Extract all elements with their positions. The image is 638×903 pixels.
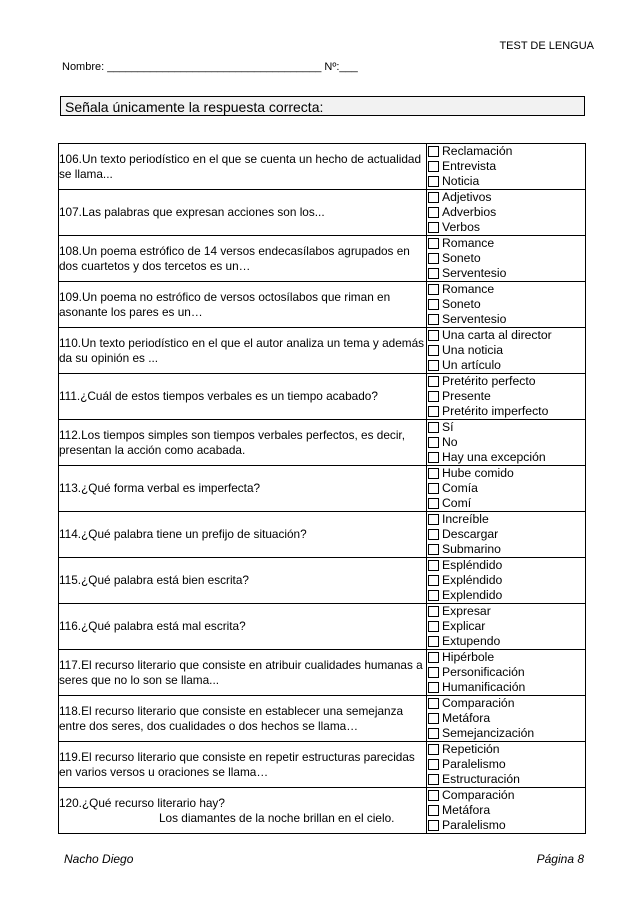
instruction-box: Señala únicamente la respuesta correcta: <box>60 96 585 116</box>
answer-option[interactable] <box>427 312 585 327</box>
question-text: 108.Un poema estrófico de 14 versos endecasílabos agrupados en dos cuartetos y dos tercetos es un… <box>59 243 410 273</box>
options-cell <box>427 512 586 558</box>
answer-option[interactable] <box>427 711 585 726</box>
answer-option[interactable] <box>427 159 585 174</box>
question-row <box>59 696 586 742</box>
answer-option[interactable] <box>427 772 585 787</box>
answer-option[interactable] <box>427 788 585 803</box>
option-label: Adverbios <box>442 205 497 219</box>
option-label: Soneto <box>442 297 481 311</box>
checkbox[interactable] <box>428 606 439 617</box>
answer-option[interactable] <box>427 251 585 266</box>
option-label: Pretérito perfecto <box>442 374 536 388</box>
option-label: Comí <box>442 496 472 510</box>
answer-option[interactable] <box>427 205 585 220</box>
answer-option[interactable] <box>427 220 585 235</box>
answer-option[interactable] <box>427 420 585 435</box>
option-label: Reclamación <box>442 144 513 158</box>
question-text: 107.Las palabras que expresan acciones son los... <box>59 205 325 219</box>
answer-option[interactable] <box>427 696 585 711</box>
question-text: 112.Los tiempos simples son tiempos verbales perfectos, es decir, presentan la acción como acabada. <box>59 427 405 457</box>
options-cell <box>427 696 586 742</box>
question-text: 116.¿Qué palabra está mal escrita? <box>59 619 246 633</box>
question-cell <box>59 190 427 236</box>
answer-option[interactable] <box>427 266 585 281</box>
question-row <box>59 328 586 374</box>
question-row <box>59 190 586 236</box>
option-label: Romance <box>442 282 495 296</box>
option-label: Estructuración <box>442 772 520 786</box>
option-label: Semejancización <box>442 726 535 740</box>
options-cell <box>427 236 586 282</box>
answer-option[interactable] <box>427 588 585 603</box>
option-label: Descargar <box>442 527 499 541</box>
question-cell <box>59 282 427 328</box>
questions-table <box>58 143 586 834</box>
options-cell <box>427 420 586 466</box>
test-title: TEST DE LENGUA <box>499 40 594 52</box>
option-label: Presente <box>442 389 491 403</box>
checkbox[interactable] <box>428 253 439 264</box>
answer-option[interactable] <box>427 435 585 450</box>
question-row <box>59 144 586 190</box>
option-label: Metáfora <box>442 803 491 817</box>
answer-option[interactable] <box>427 496 585 511</box>
answer-option[interactable] <box>427 512 585 527</box>
question-text: 106.Un texto periodístico en el que se cuenta un hecho de actualidad se llama... <box>59 151 422 181</box>
option-label: Expléndido <box>442 573 503 587</box>
checkbox[interactable] <box>428 560 439 571</box>
checkbox[interactable] <box>428 728 439 739</box>
question-row <box>59 604 586 650</box>
answer-option[interactable] <box>427 803 585 818</box>
footer-author: Nacho Diego <box>64 852 134 866</box>
option-label: Comía <box>442 481 478 495</box>
answer-option[interactable] <box>427 604 585 619</box>
checkbox[interactable] <box>428 468 439 479</box>
question-cell <box>59 604 427 650</box>
checkbox[interactable] <box>428 698 439 709</box>
options-cell <box>427 144 586 190</box>
option-label: Explendido <box>442 588 503 602</box>
checkbox[interactable] <box>428 437 439 448</box>
option-label: Personificación <box>442 665 525 679</box>
question-example-sentence: Los diamantes de la noche brillan en el cielo. <box>159 810 395 825</box>
option-label: Paralelismo <box>442 818 506 832</box>
answer-option[interactable] <box>427 236 585 251</box>
options-cell <box>427 558 586 604</box>
question-text: 111.¿Cuál de estos tiempos verbales es un tiempo acabado? <box>59 389 378 403</box>
answer-option[interactable] <box>427 665 585 680</box>
checkbox[interactable] <box>428 682 439 693</box>
checkbox[interactable] <box>428 621 439 632</box>
answer-option[interactable] <box>427 374 585 389</box>
option-label: No <box>442 435 458 449</box>
checkbox[interactable] <box>428 391 439 402</box>
answer-option[interactable] <box>427 742 585 757</box>
option-label: Hube comido <box>442 466 514 480</box>
option-label: Serventesio <box>442 312 507 326</box>
option-label: Romance <box>442 236 495 250</box>
question-row <box>59 466 586 512</box>
answer-option[interactable] <box>427 282 585 297</box>
answer-option[interactable] <box>427 328 585 343</box>
checkbox[interactable] <box>428 759 439 770</box>
options-cell <box>427 466 586 512</box>
checkbox[interactable] <box>428 713 439 724</box>
option-label: Comparación <box>442 788 515 802</box>
answer-option[interactable] <box>427 680 585 695</box>
answer-option[interactable] <box>427 358 585 373</box>
answer-option[interactable] <box>427 818 585 833</box>
question-cell <box>59 558 427 604</box>
option-label: Humanificación <box>442 680 526 694</box>
option-label: Increíble <box>442 512 489 526</box>
option-label: Pretérito imperfecto <box>442 404 549 418</box>
checkbox[interactable] <box>428 636 439 647</box>
checkbox[interactable] <box>428 774 439 785</box>
option-label: Expresar <box>442 604 491 618</box>
answer-option[interactable] <box>427 542 585 557</box>
option-label: Paralelismo <box>442 757 506 771</box>
checkbox[interactable] <box>428 544 439 555</box>
answer-option[interactable] <box>427 726 585 741</box>
option-label: Verbos <box>442 220 480 234</box>
question-row <box>59 374 586 420</box>
options-cell <box>427 788 586 834</box>
options-cell <box>427 742 586 788</box>
answer-option[interactable] <box>427 190 585 205</box>
question-cell <box>59 512 427 558</box>
question-row <box>59 236 586 282</box>
option-label: Espléndido <box>442 558 503 572</box>
answer-option[interactable] <box>427 343 585 358</box>
checkbox[interactable] <box>428 284 439 295</box>
answer-option[interactable] <box>427 757 585 772</box>
checkbox[interactable] <box>428 514 439 525</box>
question-cell <box>59 374 427 420</box>
question-row <box>59 512 586 558</box>
checkbox[interactable] <box>428 452 439 463</box>
option-label: Una noticia <box>442 343 503 357</box>
checkbox[interactable] <box>428 330 439 341</box>
answer-option[interactable] <box>427 634 585 649</box>
checkbox[interactable] <box>428 146 439 157</box>
checkbox[interactable] <box>428 790 439 801</box>
checkbox[interactable] <box>428 406 439 417</box>
question-text: 114.¿Qué palabra tiene un prefijo de situación? <box>59 527 307 541</box>
option-label: Noticia <box>442 174 480 188</box>
checkbox[interactable] <box>428 667 439 678</box>
option-label: Adjetivos <box>442 190 492 204</box>
checkbox[interactable] <box>428 161 439 172</box>
options-cell <box>427 190 586 236</box>
checkbox[interactable] <box>428 222 439 233</box>
question-text: 117.El recurso literario que consiste en atribuir cualidades humanas a seres que no lo son se llama... <box>59 657 423 687</box>
checkbox[interactable] <box>428 268 439 279</box>
checkbox[interactable] <box>428 744 439 755</box>
answer-option[interactable] <box>427 619 585 634</box>
checkbox[interactable] <box>428 422 439 433</box>
option-label: Submarino <box>442 542 501 556</box>
answer-option[interactable] <box>427 573 585 588</box>
answer-option[interactable] <box>427 650 585 665</box>
answer-option[interactable] <box>427 144 585 159</box>
option-label: Entrevista <box>442 159 497 173</box>
answer-option[interactable] <box>427 450 585 465</box>
answer-option[interactable] <box>427 558 585 573</box>
checkbox[interactable] <box>428 590 439 601</box>
checkbox[interactable] <box>428 805 439 816</box>
option-label: Soneto <box>442 251 481 265</box>
checkbox[interactable] <box>428 529 439 540</box>
option-label: Repetición <box>442 742 500 756</box>
answer-option[interactable] <box>427 481 585 496</box>
options-cell <box>427 328 586 374</box>
option-label: Comparación <box>442 696 515 710</box>
option-label: Una carta al director <box>442 328 552 342</box>
question-text: 113.¿Qué forma verbal es imperfecta? <box>59 481 261 495</box>
question-cell <box>59 650 427 696</box>
checkbox[interactable] <box>428 238 439 249</box>
options-cell <box>427 282 586 328</box>
question-row <box>59 742 586 788</box>
option-label: Sí <box>442 420 454 434</box>
question-cell <box>59 144 427 190</box>
question-row <box>59 788 586 834</box>
question-row <box>59 650 586 696</box>
answer-option[interactable] <box>427 389 585 404</box>
question-text: 119.El recurso literario que consiste en repetir estructuras parecidas en varios versos u oraciones se llama… <box>59 749 415 779</box>
option-label: Serventesio <box>442 266 507 280</box>
checkbox[interactable] <box>428 207 439 218</box>
checkbox[interactable] <box>428 376 439 387</box>
option-label: Un artículo <box>442 358 501 372</box>
question-cell <box>59 742 427 788</box>
question-cell <box>59 420 427 466</box>
options-cell <box>427 374 586 420</box>
option-label: Explicar <box>442 619 486 633</box>
checkbox[interactable] <box>428 483 439 494</box>
checkbox[interactable] <box>428 575 439 586</box>
question-text: 118.El recurso literario que consiste en establecer una semejanza entre dos seres, dos cualidades o dos hechos se llama… <box>59 703 404 733</box>
checkbox[interactable] <box>428 192 439 203</box>
answer-option[interactable] <box>427 174 585 189</box>
footer-page-number: Página 8 <box>536 852 584 866</box>
question-text: 110.Un texto periodístico en el que el autor analiza un tema y además da su opinión es ... <box>59 335 425 365</box>
options-cell <box>427 604 586 650</box>
answer-option[interactable] <box>427 404 585 419</box>
name-number-line: Nombre: ___________________________________ Nº:___ <box>62 61 358 73</box>
question-cell <box>59 696 427 742</box>
checkbox[interactable] <box>428 652 439 663</box>
checkbox[interactable] <box>428 498 439 509</box>
question-row <box>59 420 586 466</box>
question-cell <box>59 236 427 282</box>
question-cell <box>59 328 427 374</box>
question-text: 115.¿Qué palabra está bien escrita? <box>59 573 249 587</box>
answer-option[interactable] <box>427 297 585 312</box>
option-label: Metáfora <box>442 711 491 725</box>
checkbox[interactable] <box>428 176 439 187</box>
question-text: 109.Un poema no estrófico de versos octosílabos que riman en asonante los pares es un… <box>59 289 391 319</box>
option-label: Hay una excepción <box>442 450 546 464</box>
checkbox[interactable] <box>428 360 439 371</box>
checkbox[interactable] <box>428 345 439 356</box>
option-label: Extupendo <box>442 634 501 648</box>
question-text: 120.¿Qué recurso literario hay? <box>59 795 225 810</box>
answer-option[interactable] <box>427 466 585 481</box>
options-cell <box>427 650 586 696</box>
question-cell <box>59 466 427 512</box>
question-cell <box>59 788 427 834</box>
checkbox[interactable] <box>428 299 439 310</box>
question-row <box>59 282 586 328</box>
answer-option[interactable] <box>427 527 585 542</box>
option-label: Hipérbole <box>442 650 495 664</box>
question-row <box>59 558 586 604</box>
checkbox[interactable] <box>428 820 439 831</box>
checkbox[interactable] <box>428 314 439 325</box>
